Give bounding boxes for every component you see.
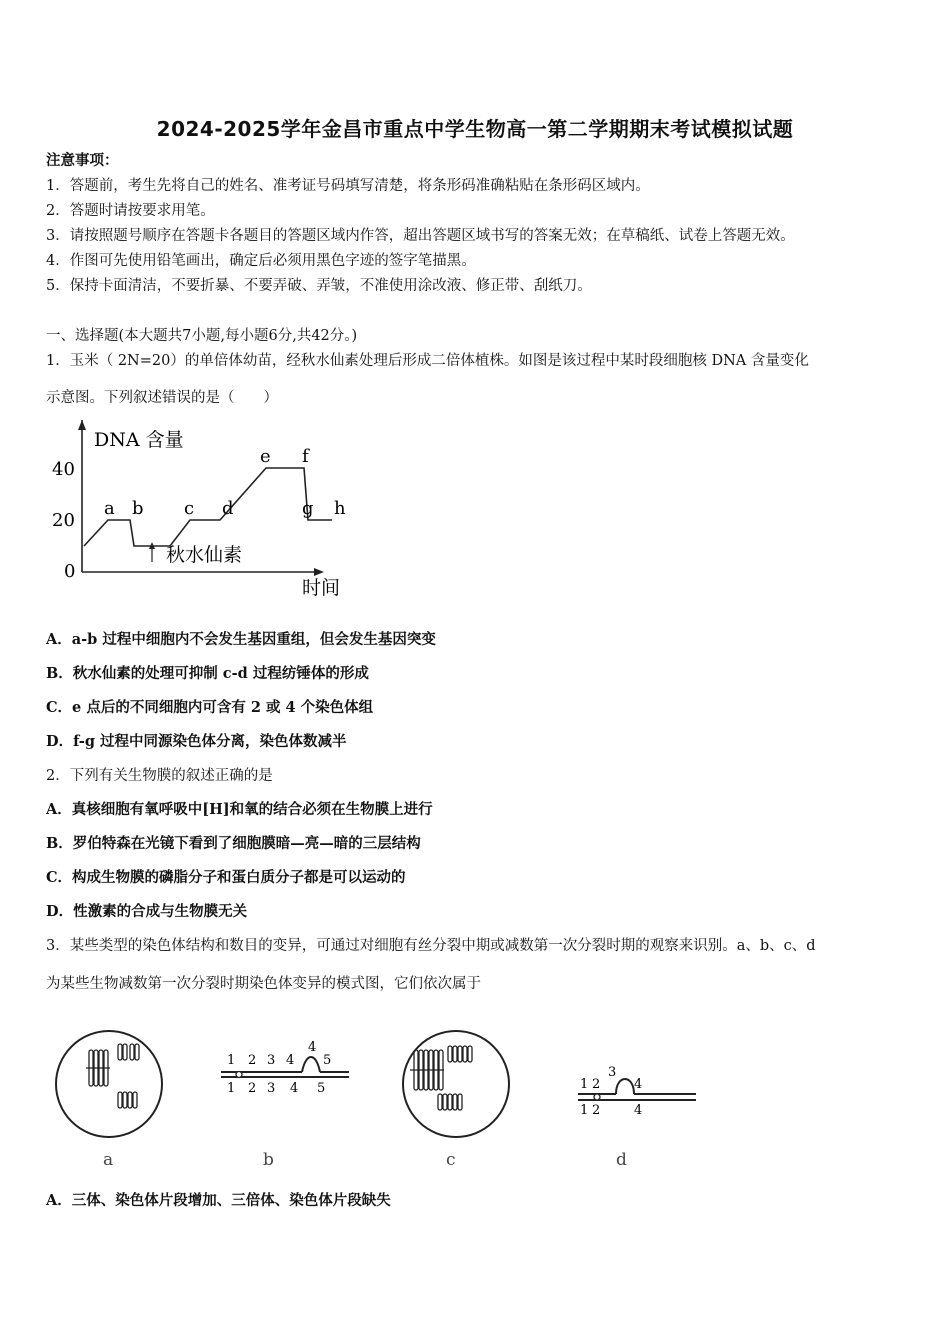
point-label-b: b [132,498,144,519]
q1-stem-line1: 1．玉米（ 2N=20）的单倍体幼苗，经秋水仙素处理后形成二倍体植株。如图是该过程中某时段细胞核 DNA 含量变化 [46,353,809,369]
cell-c [403,1031,509,1137]
b-top-label: 5 [323,1053,332,1068]
b-bottom-label: 4 [290,1081,299,1096]
q3-stem-line2: 为某些生物减数第一次分裂时期染色体变异的模式图，它们依次属于 [46,976,481,992]
notice-item: 1．答题前，考生先将自己的姓名、准考证号码填写清楚，将条形码准确粘贴在条形码区域内。 [46,178,650,194]
q2-stem: 2．下列有关生物膜的叙述正确的是 [46,768,273,784]
d-bottom-label: 2 [592,1103,601,1118]
b-bottom-label: 3 [267,1081,276,1096]
q2-option-b[interactable]: B．罗伯特森在光镜下看到了细胞膜暗—亮—暗的三层结构 [46,835,421,852]
dna-content-line [84,468,332,546]
d-top-label: 4 [634,1077,643,1092]
q2-option-d[interactable]: D．性激素的合成与生物膜无关 [46,903,248,920]
d-top-label: 2 [592,1077,601,1092]
notice-item: 2．答题时请按要求用笔。 [46,203,215,219]
q1-option-c[interactable]: C．e 点后的不同细胞内可含有 2 或 4 个染色体组 [46,699,374,716]
section-heading: 一、选择题(本大题共7小题,每小题6分,共42分。) [46,328,358,344]
b-top-label: 1 [227,1053,236,1068]
d-bottom-label: 4 [634,1103,643,1118]
b-top-label: 3 [267,1053,276,1068]
x-axis-label: 时间 [302,577,341,599]
point-label-f: f [302,446,309,467]
point-label-d: d [222,498,234,519]
q1-option-a[interactable]: A．a-b 过程中细胞内不会发生基因重组，但会发生基因突变 [46,631,436,648]
b-bottom-label: 5 [317,1081,326,1096]
figure-label-c: c [446,1150,456,1170]
point-label-a: a [104,498,115,519]
y-tick-label: 20 [52,510,75,531]
q1-option-d[interactable]: D．f-g 过程中同源染色体分离，染色体数减半 [46,733,347,750]
q3-stem-line1: 3．某些类型的染色体结构和数目的变异，可通过对细胞有丝分裂中期或减数第一次分裂时期的观察来识别。a、b、c、d [46,938,816,954]
cell-a [56,1031,162,1137]
y-axis-arrow-icon [78,420,86,430]
page-title: 2024-2025学年金昌市重点中学生物高一第二学期期末考试模拟试题 [156,117,794,141]
y-tick-label: 40 [52,459,75,480]
chromosome-variation-figure [46,1020,726,1180]
figure-label-a: a [103,1150,114,1170]
q3-option-a[interactable]: A．三体、染色体片段增加、三倍体、染色体片段缺失 [46,1192,391,1209]
q2-option-c[interactable]: C．构成生物膜的磷脂分子和蛋白质分子都是可以运动的 [46,869,406,886]
dna-content-chart [52,420,356,605]
d-top-label: 3 [608,1065,617,1080]
notice-item: 3．请按照题号顺序在答题卡各题目的答题区域内作答，超出答题区域书写的答案无效；在草稿纸、试卷上答题无效。 [46,228,795,244]
b-top-label: 4 [308,1040,317,1055]
b-bottom-label: 2 [248,1081,257,1096]
y-axis-label: DNA 含量 [94,429,184,451]
point-label-h: h [334,498,346,519]
notice-item: 4．作图可先使用铅笔画出，确定后必须用黑色字迹的签字笔描黑。 [46,253,476,269]
q1-stem-line2: 示意图。下列叙述错误的是（ ） [46,390,278,406]
d-top-label: 1 [580,1077,589,1092]
figure-label-b: b [263,1150,274,1170]
y-tick-label: 0 [64,561,76,582]
d-bottom-label: 1 [580,1103,589,1118]
point-label-c: c [184,498,195,519]
q1-option-b[interactable]: B．秋水仙素的处理可抑制 c-d 过程纺锤体的形成 [46,665,369,682]
b-top-label: 2 [248,1053,257,1068]
notice-item: 5．保持卡面清洁，不要折暴、不要弄破、弄皱，不准使用涂改液、修正带、刮纸刀。 [46,278,592,294]
figure-label-d: d [616,1150,627,1170]
b-top-label: 4 [286,1053,295,1068]
point-label-g: g [302,498,314,519]
b-bottom-label: 1 [227,1081,236,1096]
q2-option-a[interactable]: A．真核细胞有氧呼吸中[H]和氧的结合必须在生物膜上进行 [46,801,433,818]
annotation-label: 秋水仙素 [166,544,243,566]
point-label-e: e [260,446,271,467]
x-axis-arrow-icon [314,568,324,576]
notice-heading: 注意事项： [46,152,119,169]
